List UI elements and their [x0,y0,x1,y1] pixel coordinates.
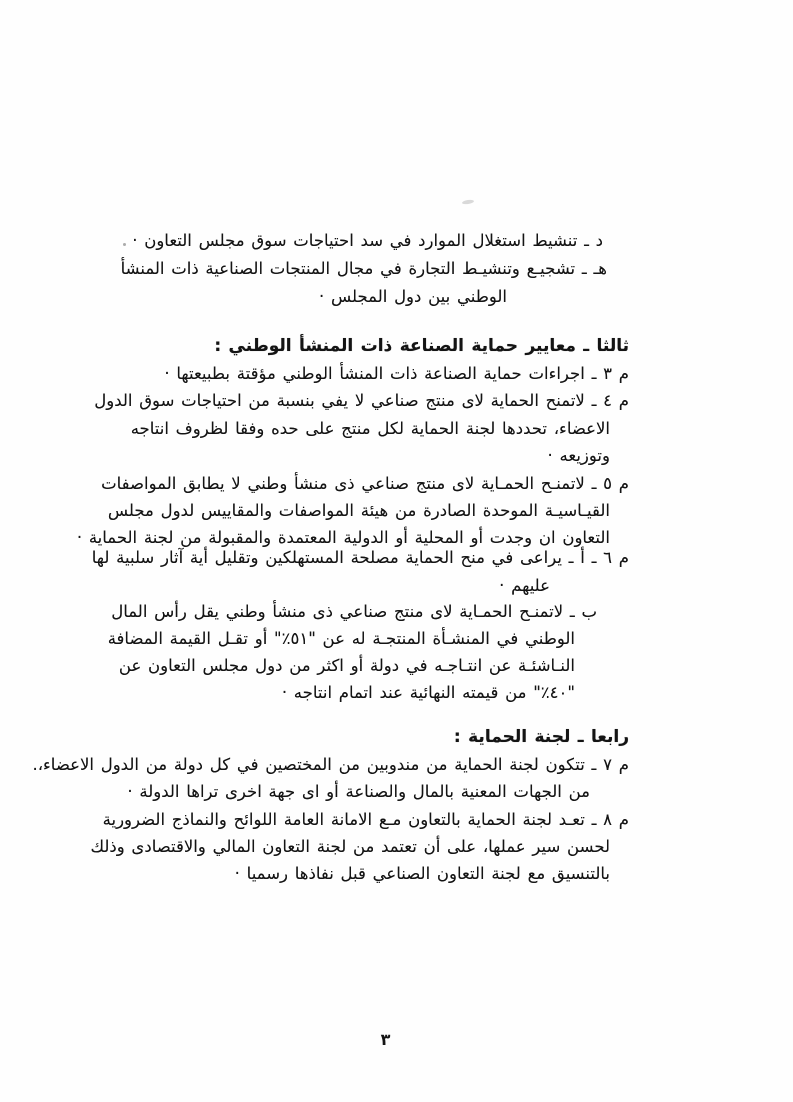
scan-artifact-smudge [462,199,474,205]
article-7-line-2: من الجهات المعنية بالمال والصناعة أو اى جهة اخرى تراها الدولة · [127,782,590,801]
article-6b-line-3: النـاشئـة عن انتـاجـه في دولة أو اكثر من دول مجلس التعاون عن [118,656,575,675]
article-6b-line-2: الوطني في المنشـأة المنتجـة له عن "٥١٪" أو تقـل القيمة المضافة [107,629,575,648]
article-3-line-1: م ٣ ـ اجراءات حماية الصناعة ذات المنشأ الوطني مؤقتة بطبيعتها · [164,364,629,383]
article-4-line-1: م ٤ ـ لاتمنح الحماية لاى منتج صناعي لا يفي بنسبة من احتياجات سوق الدول [94,391,629,410]
list-item-h-line1: هـ ـ تشجيـع وتنشيـط التجارة في مجال المنتجات الصناعية ذات المنشأ [120,259,607,278]
article-6b-line-4: "٤٠٪" من قيمته النهائية عند اتمام انتاجه · [281,683,575,702]
article-8-line-2: لحسن سير عملها، على أن تعتمد من لجنة التعاون المالي والاقتصادى وذلك [90,837,610,856]
article-4-line-2: الاعضاء، تحددها لجنة الحماية لكل منتج على حده وفقا لظروف انتاجه [130,419,610,438]
section-four-heading: رابعا ـ لجنة الحماية : [453,727,629,747]
article-6a-line-2: عليهم · [499,576,550,595]
article-5-line-1: م ٥ ـ لاتمنـح الحمـاية لاى منتج صناعي ذى منشأ وطني لا يطابق المواصفات [101,474,629,493]
section-three-heading: ثالثا ـ معايير حماية الصناعة ذات المنشأ الوطني : [214,336,629,356]
article-8-line-1: م ٨ ـ تعـد لجنة الحماية بالتعاون مـع الامانة العامة اللوائح والنماذج الضرورية [102,810,629,829]
article-5-line-3: التعاون ان وجدت أو المحلية أو الدولية المعتمدة والمقبولة من لجنة الحماية · [76,528,610,547]
article-8-line-3: بالتنسيق مع لجنة التعاون الصناعي قبل نفاذها رسميا · [234,864,610,883]
article-4-line-3: وتوزيعه · [547,446,610,465]
article-6a-line-1: م ٦ ـ أ ـ يراعى في منح الحماية مصلحة المستهلكين وتقليل أية آثار سلبية لها [91,548,629,567]
list-item-d: د ـ تنشيط استغلال الموارد في سد احتياجات سوق مجلس التعاون · [132,231,603,250]
page-number: ٣ [380,1030,391,1049]
article-6b-line-1: ب ـ لاتمنـح الحمـاية لاى منتج صناعي ذى منشأ وطني يقل رأس المال [111,602,597,621]
article-5-line-2: القيـاسيـة الموحدة الصادرة من هيئة المواصفات والمقاييس لدول مجلس [107,501,610,520]
article-7-line-1: م ٧ ـ تتكون لجنة الحماية من مندوبين من المختصين في كل دولة من الدول الاعضاء،. [32,755,629,774]
list-item-h-line2: الوطني بين دول المجلس · [319,287,507,306]
scan-artifact-dot [123,243,126,246]
